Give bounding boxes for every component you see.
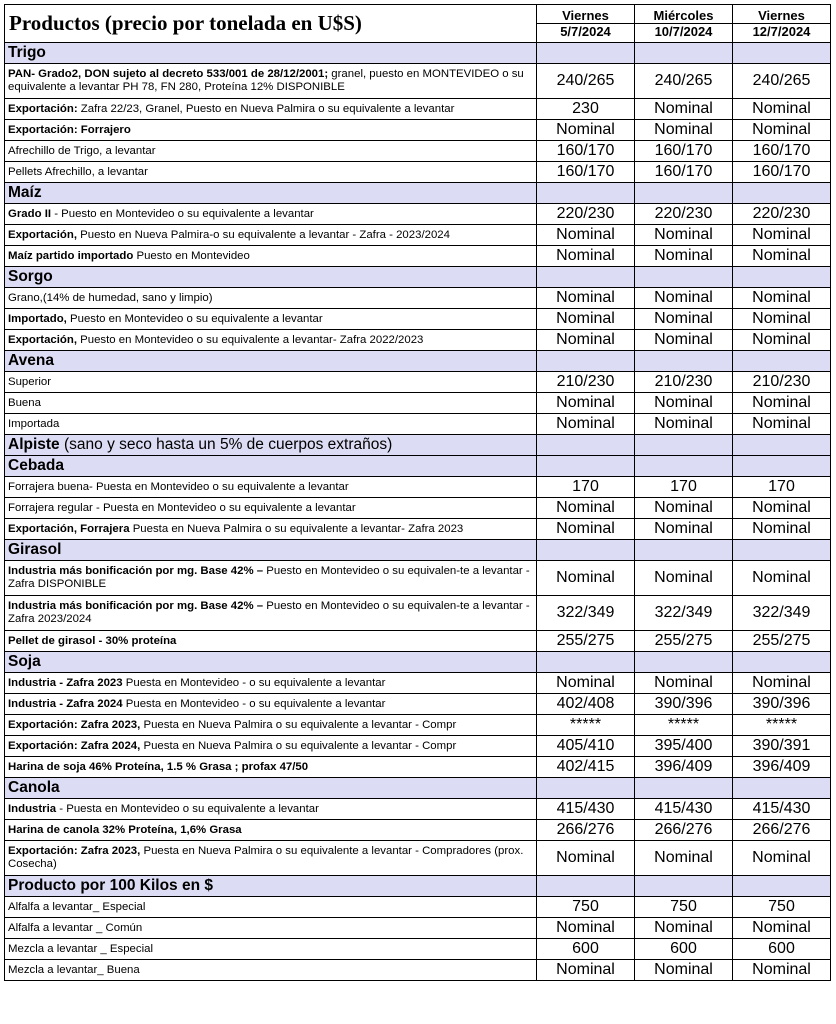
product-description-text: Puesta en Nueva Palmira o su equivalente a levantar - Compr xyxy=(140,718,457,731)
table-row xyxy=(5,372,831,393)
product-description xyxy=(5,330,537,351)
price-cell: Nominal xyxy=(733,960,831,981)
price-cell: Nominal xyxy=(733,561,831,596)
price-cell: Nominal xyxy=(635,841,733,876)
section-empty-cell xyxy=(733,456,831,477)
price-cell: Nominal xyxy=(537,561,635,596)
price-cell: 266/276 xyxy=(635,820,733,841)
section-header-row xyxy=(5,435,831,456)
section-empty-cell xyxy=(537,435,635,456)
product-description-text: Alfalfa a levantar_ Especial xyxy=(8,900,146,913)
section-empty-cell xyxy=(537,652,635,673)
section-empty-cell xyxy=(537,876,635,897)
product-description xyxy=(5,631,537,652)
price-cell: 160/170 xyxy=(733,141,831,162)
product-description-text: Puesta en Montevideo - o su equivalente a levantar xyxy=(122,676,386,689)
section-title-note: (sano y seco hasta un 5% de cuerpos extraños) xyxy=(59,436,393,453)
product-description xyxy=(5,120,537,141)
price-cell: Nominal xyxy=(537,330,635,351)
price-cell: Nominal xyxy=(537,918,635,939)
price-cell: 750 xyxy=(733,897,831,918)
product-description-bold: Industria - Zafra 2023 xyxy=(8,676,123,689)
section-title-text: Avena xyxy=(8,352,54,369)
price-cell: 402/408 xyxy=(537,694,635,715)
price-cell: Nominal xyxy=(733,246,831,267)
product-description-text: Puesto en Montevideo o su equivalente a levantar- Zafra 2022/2023 xyxy=(77,333,424,346)
product-description-bold: Exportación, xyxy=(8,228,77,241)
product-description-bold: Exportación: Zafra 2023, xyxy=(8,718,141,731)
price-cell: 210/230 xyxy=(635,372,733,393)
price-cell: 415/430 xyxy=(733,799,831,820)
price-cell: ***** xyxy=(537,715,635,736)
price-cell: Nominal xyxy=(733,498,831,519)
section-empty-cell xyxy=(733,435,831,456)
product-description-text: Puesto en Montevideo xyxy=(133,249,250,262)
product-description-bold: Grado II xyxy=(8,207,52,220)
section-empty-cell xyxy=(635,778,733,799)
section-empty-cell xyxy=(635,652,733,673)
price-cell: 240/265 xyxy=(537,64,635,99)
section-title xyxy=(5,183,537,204)
column-header-2 xyxy=(635,5,733,43)
product-description-text: Alfalfa a levantar _ Común xyxy=(8,921,143,934)
price-cell: Nominal xyxy=(635,99,733,120)
table-row xyxy=(5,631,831,652)
price-cell: 170 xyxy=(635,477,733,498)
section-empty-cell xyxy=(537,43,635,64)
price-cell: Nominal xyxy=(537,393,635,414)
section-header-row xyxy=(5,778,831,799)
column-day-3: Viernes xyxy=(758,8,805,23)
price-cell: 322/349 xyxy=(733,596,831,631)
table-row xyxy=(5,309,831,330)
section-empty-cell xyxy=(537,540,635,561)
price-cell: Nominal xyxy=(733,673,831,694)
price-cell: 396/409 xyxy=(733,757,831,778)
product-description-bold: Harina de soja 46% Proteína, 1.5 % Grasa ; profax 47/50 xyxy=(8,760,309,773)
price-cell: 415/430 xyxy=(635,799,733,820)
table-row xyxy=(5,330,831,351)
product-description-bold: Pellet de girasol - 30% proteína xyxy=(8,634,177,647)
price-cell: Nominal xyxy=(733,120,831,141)
product-description-bold: Industria xyxy=(8,802,57,815)
table-row xyxy=(5,736,831,757)
section-title-text: Sorgo xyxy=(8,268,53,285)
price-cell: Nominal xyxy=(635,288,733,309)
section-empty-cell xyxy=(537,456,635,477)
product-description-text: Buena xyxy=(8,396,41,409)
column-day-1: Viernes xyxy=(562,8,609,23)
product-description xyxy=(5,939,537,960)
price-cell: Nominal xyxy=(733,918,831,939)
price-cell: Nominal xyxy=(537,309,635,330)
product-description xyxy=(5,225,537,246)
price-cell: Nominal xyxy=(733,519,831,540)
price-cell: Nominal xyxy=(635,673,733,694)
product-description xyxy=(5,596,537,631)
section-header-row xyxy=(5,876,831,897)
product-description-text: - Puesta en Montevideo o su equivalente a levantar xyxy=(56,802,319,815)
table-row xyxy=(5,246,831,267)
product-description-text: Puesta en Montevideo - o su equivalente a levantar xyxy=(122,697,386,710)
section-empty-cell xyxy=(635,456,733,477)
product-description-text: Grano,(14% de humedad, sano y limpio) xyxy=(8,291,213,304)
product-description-text: Afrechillo de Trigo, a levantar xyxy=(8,144,156,157)
section-title xyxy=(5,876,537,897)
product-description xyxy=(5,64,537,99)
table-row xyxy=(5,498,831,519)
table-row xyxy=(5,918,831,939)
price-cell: Nominal xyxy=(733,841,831,876)
section-empty-cell xyxy=(733,351,831,372)
price-cell: 255/275 xyxy=(537,631,635,652)
product-description-text: Puesto en Montevideo o su equivalen-te a levantar - Zafra DISPONIBLE xyxy=(8,565,530,590)
price-cell: Nominal xyxy=(733,330,831,351)
product-description-bold: Harina de canola 32% Proteína, 1,6% Grasa xyxy=(8,823,242,836)
price-cell: Nominal xyxy=(635,225,733,246)
price-cell: ***** xyxy=(733,715,831,736)
product-description-bold: Industria más bonificación por mg. Base 42% – xyxy=(8,565,264,577)
product-description xyxy=(5,561,537,596)
product-description-bold: Industria - Zafra 2024 xyxy=(8,697,123,710)
price-cell: 160/170 xyxy=(635,141,733,162)
table-row xyxy=(5,141,831,162)
table-row xyxy=(5,897,831,918)
section-empty-cell xyxy=(733,652,831,673)
table-row xyxy=(5,841,831,876)
section-empty-cell xyxy=(537,778,635,799)
product-description-text: Importada xyxy=(8,417,60,430)
table-row xyxy=(5,673,831,694)
price-cell: Nominal xyxy=(733,99,831,120)
table-row xyxy=(5,162,831,183)
price-cell: 170 xyxy=(537,477,635,498)
product-description xyxy=(5,477,537,498)
price-cell: Nominal xyxy=(537,414,635,435)
product-description xyxy=(5,141,537,162)
section-title xyxy=(5,652,537,673)
price-cell: 390/396 xyxy=(733,694,831,715)
price-cell: Nominal xyxy=(635,561,733,596)
price-cell: 160/170 xyxy=(537,141,635,162)
section-header-row xyxy=(5,183,831,204)
section-title xyxy=(5,43,537,64)
product-description xyxy=(5,757,537,778)
price-cell: ***** xyxy=(635,715,733,736)
price-cell: 600 xyxy=(635,939,733,960)
section-header-row xyxy=(5,652,831,673)
section-empty-cell xyxy=(733,43,831,64)
product-description-bold: Maíz partido importado xyxy=(8,249,134,262)
product-description-bold: Importado, xyxy=(8,312,67,325)
price-cell: 210/230 xyxy=(733,372,831,393)
price-cell: Nominal xyxy=(635,519,733,540)
product-description-bold: Industria más bonificación por mg. Base 42% – xyxy=(8,600,264,612)
section-title xyxy=(5,351,537,372)
column-date-3: 12/7/2024 xyxy=(733,23,830,39)
product-description xyxy=(5,414,537,435)
section-empty-cell xyxy=(733,540,831,561)
table-row xyxy=(5,757,831,778)
table-row xyxy=(5,393,831,414)
product-description-text: Puesto en Montevideo o su equivalen-te a levantar - Zafra 2023/2024 xyxy=(8,600,530,625)
product-description-text: granel, puesto en MONTEVIDEO o su equivalente a levantar PH 78, FN 280, Proteína 12% DISPONIBLE xyxy=(8,68,524,93)
section-title xyxy=(5,435,537,456)
table-row xyxy=(5,120,831,141)
price-cell: Nominal xyxy=(635,918,733,939)
product-description xyxy=(5,372,537,393)
price-cell: Nominal xyxy=(635,498,733,519)
product-description-bold: Exportación, Forrajera xyxy=(8,522,130,535)
price-cell: 240/265 xyxy=(635,64,733,99)
price-cell: 405/410 xyxy=(537,736,635,757)
table-row xyxy=(5,799,831,820)
product-description-bold: Exportación: xyxy=(8,102,78,115)
price-cell: Nominal xyxy=(537,246,635,267)
product-description-text: Mezcla a levantar_ Buena xyxy=(8,963,140,976)
section-title-text: Soja xyxy=(8,653,41,670)
price-cell: 266/276 xyxy=(537,820,635,841)
product-description-text: Puesta en Nueva Palmira o su equivalente a levantar - Compr xyxy=(140,739,457,752)
table-row xyxy=(5,561,831,596)
product-description xyxy=(5,715,537,736)
price-cell: 160/170 xyxy=(635,162,733,183)
product-description xyxy=(5,841,537,876)
section-empty-cell xyxy=(635,540,733,561)
price-cell: 170 xyxy=(733,477,831,498)
product-description-text: Superior xyxy=(8,375,52,388)
price-cell: Nominal xyxy=(635,309,733,330)
price-table-container xyxy=(4,4,830,981)
section-header-row xyxy=(5,540,831,561)
section-empty-cell xyxy=(635,43,733,64)
section-title-text: Cebada xyxy=(8,457,64,474)
price-cell: Nominal xyxy=(733,393,831,414)
product-description xyxy=(5,960,537,981)
product-description xyxy=(5,393,537,414)
table-row xyxy=(5,694,831,715)
price-cell: 750 xyxy=(537,897,635,918)
product-description-text: Mezcla a levantar _ Especial xyxy=(8,942,153,955)
table-row xyxy=(5,820,831,841)
price-cell: 390/391 xyxy=(733,736,831,757)
product-description xyxy=(5,799,537,820)
table-row xyxy=(5,225,831,246)
page-title: Productos (precio por tonelada en U$S) xyxy=(5,5,537,43)
price-cell: Nominal xyxy=(635,120,733,141)
table-row xyxy=(5,288,831,309)
column-day-2: Miércoles xyxy=(653,8,714,23)
price-cell: Nominal xyxy=(537,841,635,876)
price-cell: 600 xyxy=(733,939,831,960)
table-row xyxy=(5,204,831,225)
section-header-row xyxy=(5,267,831,288)
table-row xyxy=(5,519,831,540)
section-title xyxy=(5,778,537,799)
section-title-text: Producto por 100 Kilos en $ xyxy=(8,877,213,894)
price-cell: 160/170 xyxy=(537,162,635,183)
column-date-1: 5/7/2024 xyxy=(537,23,634,39)
section-title xyxy=(5,456,537,477)
price-cell: Nominal xyxy=(537,288,635,309)
product-description-text: Puesto en Nueva Palmira-o su equivalente a levantar - Zafra - 2023/2024 xyxy=(77,228,450,241)
product-description-text: - Puesto en Montevideo o su equivalente a levantar xyxy=(51,207,314,220)
product-description-text: Pellets Afrechillo, a levantar xyxy=(8,165,148,178)
product-description xyxy=(5,288,537,309)
price-cell: 220/230 xyxy=(537,204,635,225)
table-row xyxy=(5,414,831,435)
price-cell: Nominal xyxy=(733,225,831,246)
section-title-text: Maíz xyxy=(8,184,42,201)
product-description xyxy=(5,246,537,267)
section-title-text: Trigo xyxy=(8,44,46,61)
price-cell: 255/275 xyxy=(733,631,831,652)
price-cell: 255/275 xyxy=(635,631,733,652)
price-cell: Nominal xyxy=(733,288,831,309)
price-cell: 220/230 xyxy=(733,204,831,225)
price-cell: Nominal xyxy=(635,960,733,981)
price-cell: 390/396 xyxy=(635,694,733,715)
section-empty-cell xyxy=(537,267,635,288)
product-description xyxy=(5,820,537,841)
section-title-text: Canola xyxy=(8,779,60,796)
price-cell: Nominal xyxy=(635,246,733,267)
section-header-row xyxy=(5,351,831,372)
product-description xyxy=(5,309,537,330)
price-cell: Nominal xyxy=(537,960,635,981)
table-row xyxy=(5,596,831,631)
section-empty-cell xyxy=(733,183,831,204)
price-cell: Nominal xyxy=(733,414,831,435)
section-title-text: Girasol xyxy=(8,541,62,558)
column-header-3 xyxy=(733,5,831,43)
price-cell: Nominal xyxy=(635,330,733,351)
product-description-text: Zafra 22/23, Granel, Puesto en Nueva Palmira o su equivalente a levantar xyxy=(77,102,455,115)
section-header-row xyxy=(5,43,831,64)
section-empty-cell xyxy=(635,351,733,372)
product-description xyxy=(5,99,537,120)
product-description-bold: Exportación, xyxy=(8,333,77,346)
price-cell: Nominal xyxy=(635,414,733,435)
price-cell: 415/430 xyxy=(537,799,635,820)
price-cell: Nominal xyxy=(537,498,635,519)
section-empty-cell xyxy=(537,183,635,204)
price-cell: 322/349 xyxy=(635,596,733,631)
price-cell: 395/400 xyxy=(635,736,733,757)
price-cell: 396/409 xyxy=(635,757,733,778)
product-description-bold: PAN- Grado2, DON sujeto al decreto 533/001 de 28/12/2001; xyxy=(8,68,329,80)
product-description xyxy=(5,673,537,694)
price-cell: 402/415 xyxy=(537,757,635,778)
product-description-text: Puesta en Nueva Palmira o su equivalente a levantar - Compradores (prox. Cosecha) xyxy=(8,845,524,870)
price-cell: 266/276 xyxy=(733,820,831,841)
product-description xyxy=(5,918,537,939)
table-row xyxy=(5,939,831,960)
price-cell: 240/265 xyxy=(733,64,831,99)
product-description xyxy=(5,498,537,519)
product-description-text: Forrajera regular - Puesta en Montevideo o su equivalente a levantar xyxy=(8,501,356,514)
price-table xyxy=(4,4,831,981)
product-description-bold: Exportación: Zafra 2024, xyxy=(8,739,141,752)
header-row xyxy=(5,5,831,43)
section-empty-cell xyxy=(537,351,635,372)
product-description xyxy=(5,162,537,183)
product-description-text: Puesto en Montevideo o su equivalente a levantar xyxy=(66,312,323,325)
product-description-bold: Exportación: Forrajero xyxy=(8,123,131,136)
price-cell: 600 xyxy=(537,939,635,960)
section-empty-cell xyxy=(733,876,831,897)
section-title-text: Alpiste xyxy=(8,436,60,453)
price-cell: Nominal xyxy=(733,309,831,330)
product-description xyxy=(5,736,537,757)
product-description xyxy=(5,519,537,540)
section-title xyxy=(5,267,537,288)
price-cell: Nominal xyxy=(537,673,635,694)
section-empty-cell xyxy=(635,267,733,288)
table-row xyxy=(5,99,831,120)
product-description-text: Puesta en Nueva Palmira o su equivalente a levantar- Zafra 2023 xyxy=(129,522,464,535)
price-cell: Nominal xyxy=(537,519,635,540)
price-cell: Nominal xyxy=(537,225,635,246)
price-cell: 210/230 xyxy=(537,372,635,393)
price-cell: Nominal xyxy=(635,393,733,414)
section-empty-cell xyxy=(635,435,733,456)
price-cell: 322/349 xyxy=(537,596,635,631)
section-empty-cell xyxy=(733,778,831,799)
section-title xyxy=(5,540,537,561)
product-description-bold: Exportación: Zafra 2023, xyxy=(8,845,141,857)
price-cell: 230 xyxy=(537,99,635,120)
product-description xyxy=(5,694,537,715)
column-date-2: 10/7/2024 xyxy=(635,23,732,39)
price-cell: 160/170 xyxy=(733,162,831,183)
section-empty-cell xyxy=(635,183,733,204)
product-description xyxy=(5,897,537,918)
price-cell: 220/230 xyxy=(635,204,733,225)
table-row xyxy=(5,715,831,736)
product-description-text: Forrajera buena- Puesta en Montevideo o su equivalente a levantar xyxy=(8,480,349,493)
table-row xyxy=(5,64,831,99)
table-row xyxy=(5,477,831,498)
product-description xyxy=(5,204,537,225)
table-row xyxy=(5,960,831,981)
price-cell: Nominal xyxy=(537,120,635,141)
section-empty-cell xyxy=(733,267,831,288)
column-header-1 xyxy=(537,5,635,43)
section-empty-cell xyxy=(635,876,733,897)
price-cell: 750 xyxy=(635,897,733,918)
section-header-row xyxy=(5,456,831,477)
